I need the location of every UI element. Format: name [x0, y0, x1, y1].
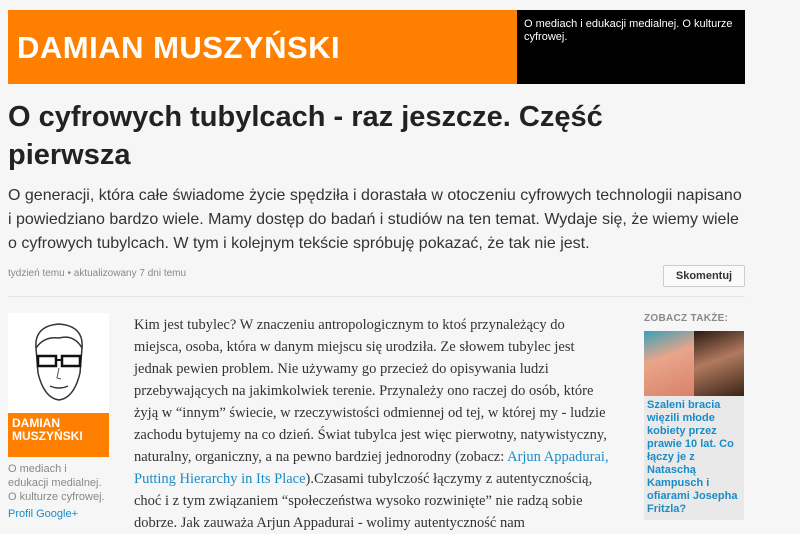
- see-also-panel: [644, 313, 746, 520]
- site-brand[interactable]: DAMIAN MUSZYŃSKI: [8, 10, 517, 84]
- site-tagline: O mediach i edukacji medialnej. O kulturze cyfrowej.: [517, 10, 745, 84]
- google-plus-profile-link[interactable]: Profil Google+: [8, 508, 79, 520]
- see-also-link[interactable]: Szaleni bracia więzili młode kobiety przez prawie 10 lat. Co łączy je z Nataschą Kampusch i ofiarami Josepha Fritzla?: [647, 399, 738, 515]
- author-avatar[interactable]: [8, 313, 109, 413]
- author-box: [8, 313, 109, 520]
- author-name[interactable]: DAMIAN MUSZYŃSKI: [8, 413, 109, 457]
- article-title: O cyfrowych tubylcach - raz jeszcze. Część pierwsza: [8, 101, 603, 171]
- see-also-thumbnail[interactable]: [644, 331, 744, 396]
- article-lead: O generacji, która całe świadome życie spędziła i dorastała w otoczeniu cyfrowych technologii napisano i powiedziano bardzo wiele. Mamy dostęp do badań i studiów na ten temat. Wydaje się, że wiemy wiele o cyfrowych tubylcach. W tym i kolejnym tekście spróbuję pokazać, że tak nie jest.: [8, 187, 742, 252]
- divider: [8, 296, 745, 297]
- see-also-heading: ZOBACZ TAKŻE:: [644, 313, 729, 324]
- author-description: O mediach i edukacji medialnej. O kulturze cyfrowej.: [8, 463, 105, 503]
- published-time: tydzień temu: [8, 268, 65, 279]
- article-meta: [8, 268, 186, 279]
- article-body: [134, 314, 614, 534]
- author-sketch-icon: [24, 318, 94, 408]
- comment-button[interactable]: Skomentuj: [663, 265, 745, 287]
- body-text-continued: ).Czasami tubylczość łączymy z autentycznością, choć i z tym związaniem “społeczeństwa wysoko rozwinięte” nie radzą sobie dobrze. Jak zauważa Arjun Appadurai - wolimy autentyczność nam: [134, 471, 593, 531]
- meta-separator: •: [67, 268, 74, 279]
- see-also-card[interactable]: [644, 331, 744, 520]
- body-text: Kim jest tubylec? W znaczeniu antropologicznym to ktoś przynależący do miejsca, osoba, która w danym miejscu się urodziła. Ze słowem tubylec jest jednak pewien problem. Nie używamy go przecież do opisywania ludzi przebywających na jakimkolwiek terenie. Przynależy ono raczej do osób, które żyją w “innym” świecie, w rzeczywistości odmiennej od tej, w której my - ludzie zachodu bytujemy na co dzień. Świat tubylca jest więc pierwotny, natywistyczny, naturalny, organiczny, a na pewno bardziej jednorodny (zobacz:: [134, 317, 607, 465]
- updated-time: aktualizowany 7 dni temu: [73, 268, 187, 279]
- site-header: [8, 10, 745, 84]
- reference-link[interactable]: Arjun Appadurai, Putting Hierarchy in Its Place: [134, 449, 609, 487]
